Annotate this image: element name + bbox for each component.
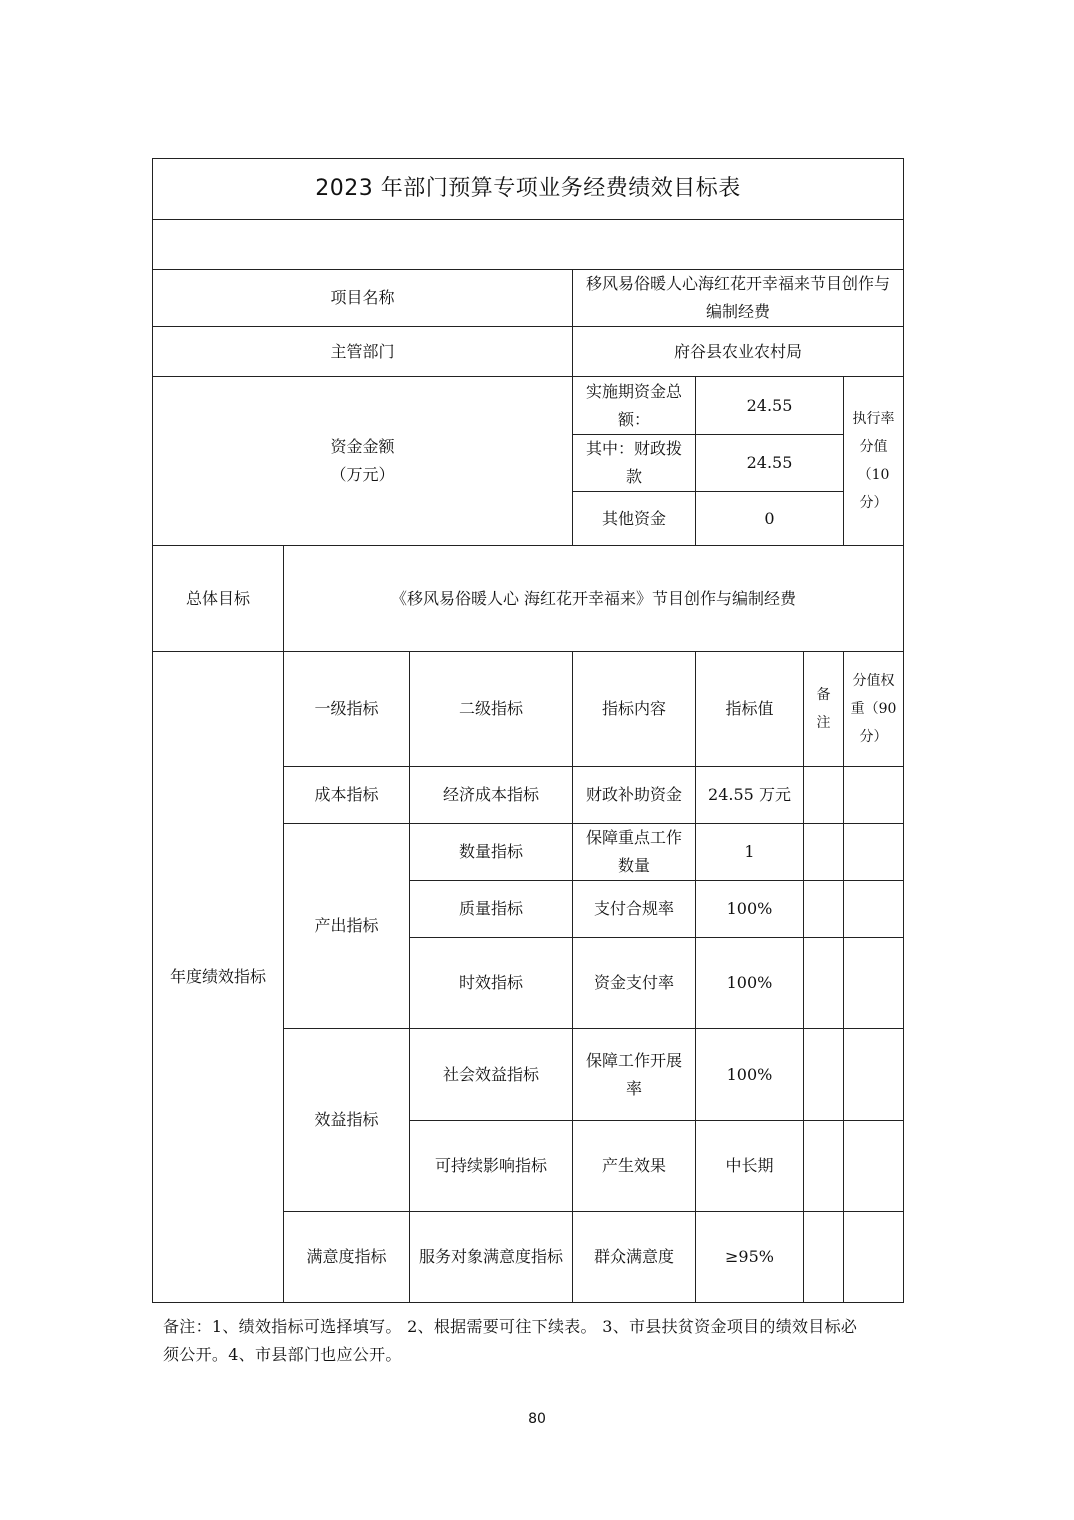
cost-weight	[844, 767, 904, 824]
satisfaction-remark	[804, 1212, 844, 1303]
department-label: 主管部门	[153, 327, 573, 377]
output-remark	[804, 824, 844, 881]
overall-goal-value: 《移风易俗暖人心 海红花开幸福来》节目创作与编制经费	[284, 546, 904, 652]
output-value: 1	[696, 824, 804, 881]
satisfaction-value: ≥95%	[696, 1212, 804, 1303]
project-name-value: 移风易俗暖人心海红花开幸福来节目创作与编制经费	[573, 270, 904, 327]
output-content: 资金支付率	[573, 938, 696, 1029]
output-weight	[844, 824, 904, 881]
output-value: 100%	[696, 938, 804, 1029]
department-value: 府谷县农业农村局	[573, 327, 904, 377]
other-funds-value: 0	[696, 492, 844, 546]
total-funds-label: 实施期资金总额：	[573, 377, 696, 435]
blank-row	[153, 220, 904, 270]
benefit-weight	[844, 1121, 904, 1212]
cost-value: 24.55 万元	[696, 767, 804, 824]
satisfaction-indicator-label: 满意度指标	[284, 1212, 410, 1303]
benefit-weight	[844, 1029, 904, 1121]
satisfaction-content: 群众满意度	[573, 1212, 696, 1303]
performance-target-table	[152, 158, 904, 1303]
satisfaction-weight	[844, 1212, 904, 1303]
page-number: 80	[528, 1411, 546, 1427]
output-content: 支付合规率	[573, 881, 696, 938]
benefit-value: 中长期	[696, 1121, 804, 1212]
benefit-remark	[804, 1029, 844, 1121]
fiscal-funds-value: 24.55	[696, 435, 844, 492]
output-level2: 质量指标	[410, 881, 573, 938]
satisfaction-level2: 服务对象满意度指标	[410, 1212, 573, 1303]
funds-label-text: 资金金额	[330, 437, 395, 456]
benefit-level2: 社会效益指标	[410, 1029, 573, 1121]
header-value: 指标值	[696, 652, 804, 767]
funds-label	[153, 377, 573, 546]
output-remark	[804, 881, 844, 938]
fiscal-funds-label: 其中：财政拨款	[573, 435, 696, 492]
cost-indicator-label: 成本指标	[284, 767, 410, 824]
output-weight	[844, 881, 904, 938]
header-level1: 一级指标	[284, 652, 410, 767]
output-content: 保障重点工作数量	[573, 824, 696, 881]
overall-goal-label: 总体目标	[153, 546, 284, 652]
execution-rate-label: 执行率分值（10分）	[844, 377, 904, 546]
header-weight: 分值权重（90分）	[844, 652, 904, 767]
header-remark: 备注	[804, 652, 844, 767]
total-funds-value: 24.55	[696, 377, 844, 435]
output-value: 100%	[696, 881, 804, 938]
output-remark	[804, 938, 844, 1029]
funds-unit: （万元）	[330, 465, 395, 484]
footnote: 备注：1、绩效指标可选择填写。 2、根据需要可往下续表。 3、市县扶贫资金项目的绩效目标必须公开。4、市县部门也应公开。	[163, 1317, 858, 1364]
benefit-content: 产生效果	[573, 1121, 696, 1212]
other-funds-label: 其他资金	[573, 492, 696, 546]
benefit-indicator-label: 效益指标	[284, 1029, 410, 1212]
header-level2: 二级指标	[410, 652, 573, 767]
benefit-content: 保障工作开展率	[573, 1029, 696, 1121]
annual-indicators-label: 年度绩效指标	[153, 652, 284, 1303]
header-content: 指标内容	[573, 652, 696, 767]
benefit-remark	[804, 1121, 844, 1212]
benefit-value: 100%	[696, 1029, 804, 1121]
table-title: 2023 年部门预算专项业务经费绩效目标表	[153, 159, 904, 220]
output-level2: 时效指标	[410, 938, 573, 1029]
cost-level2: 经济成本指标	[410, 767, 573, 824]
project-name-label: 项目名称	[153, 270, 573, 327]
output-level2: 数量指标	[410, 824, 573, 881]
cost-content: 财政补助资金	[573, 767, 696, 824]
output-indicator-label: 产出指标	[284, 824, 410, 1029]
cost-remark	[804, 767, 844, 824]
benefit-level2: 可持续影响指标	[410, 1121, 573, 1212]
output-weight	[844, 938, 904, 1029]
